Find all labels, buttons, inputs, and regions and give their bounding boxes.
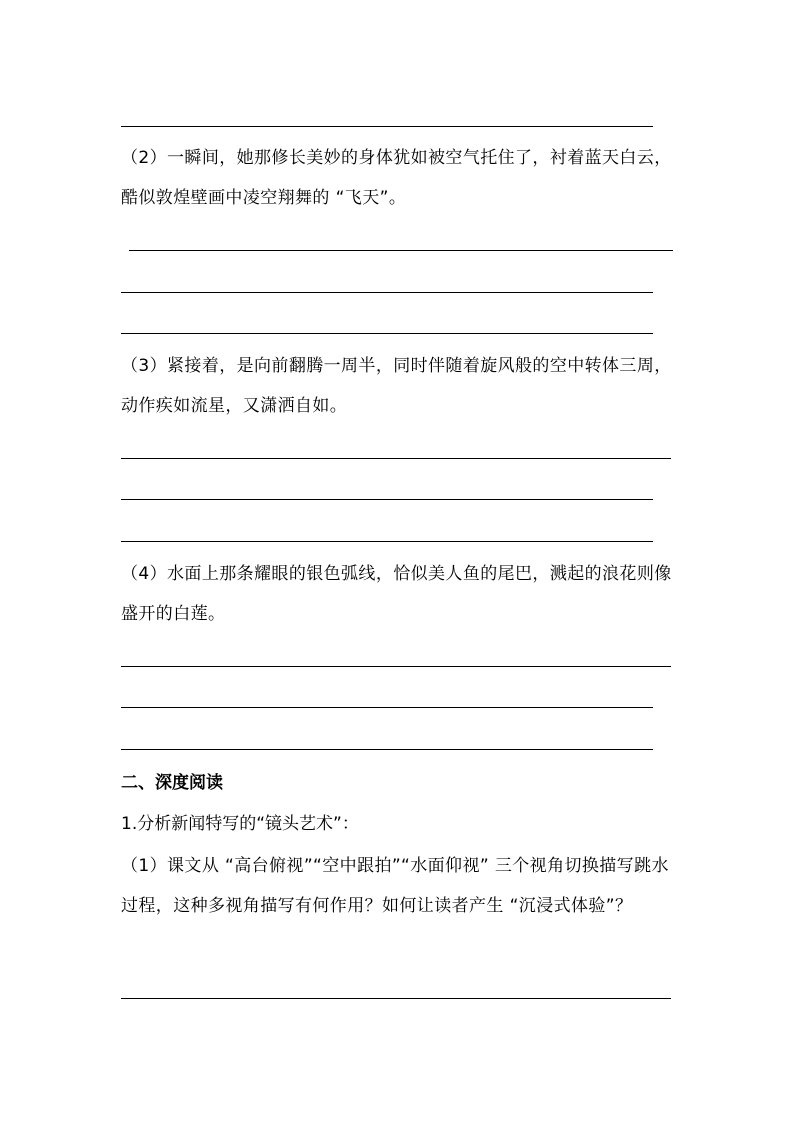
answer-line xyxy=(121,666,671,667)
answer-line xyxy=(121,499,653,500)
answer-line xyxy=(121,126,653,127)
answer-line xyxy=(121,333,653,334)
answer-line xyxy=(121,541,653,542)
question-4: （4）水面上那条耀眼的银色弧线，恰似美人鱼的尾巴，溅起的浪花则像盛开的白莲。 xyxy=(121,564,672,624)
question-3: （3）紧接着，是向前翻腾一周半，同时伴随着旋风般的空中转体三周，动作疾如流星，又潇洒自如。 xyxy=(121,356,672,416)
question-2: （2）一瞬间，她那修长美妙的身体犹如被空气托住了，衬着蓝天白云，酷似敦煌壁画中凌空翔舞的 “飞天”。 xyxy=(121,148,672,208)
answer-line xyxy=(121,458,671,459)
answer-line xyxy=(129,250,673,251)
section-question-1: （1）课文从 “高台俯视”“空中跟拍”“水面仰视” 三个视角切换描写跳水过程，这种多视角描写有何作用？如何让读者产生 “沉浸式体验”？ xyxy=(121,856,669,916)
answer-line xyxy=(121,998,671,999)
section-heading: 二、深度阅读 xyxy=(121,773,223,793)
answer-line xyxy=(121,749,653,750)
section-item-1: 1.分析新闻特写的“镜头艺术”： xyxy=(121,814,359,834)
answer-line xyxy=(121,707,653,708)
answer-line xyxy=(121,292,653,293)
